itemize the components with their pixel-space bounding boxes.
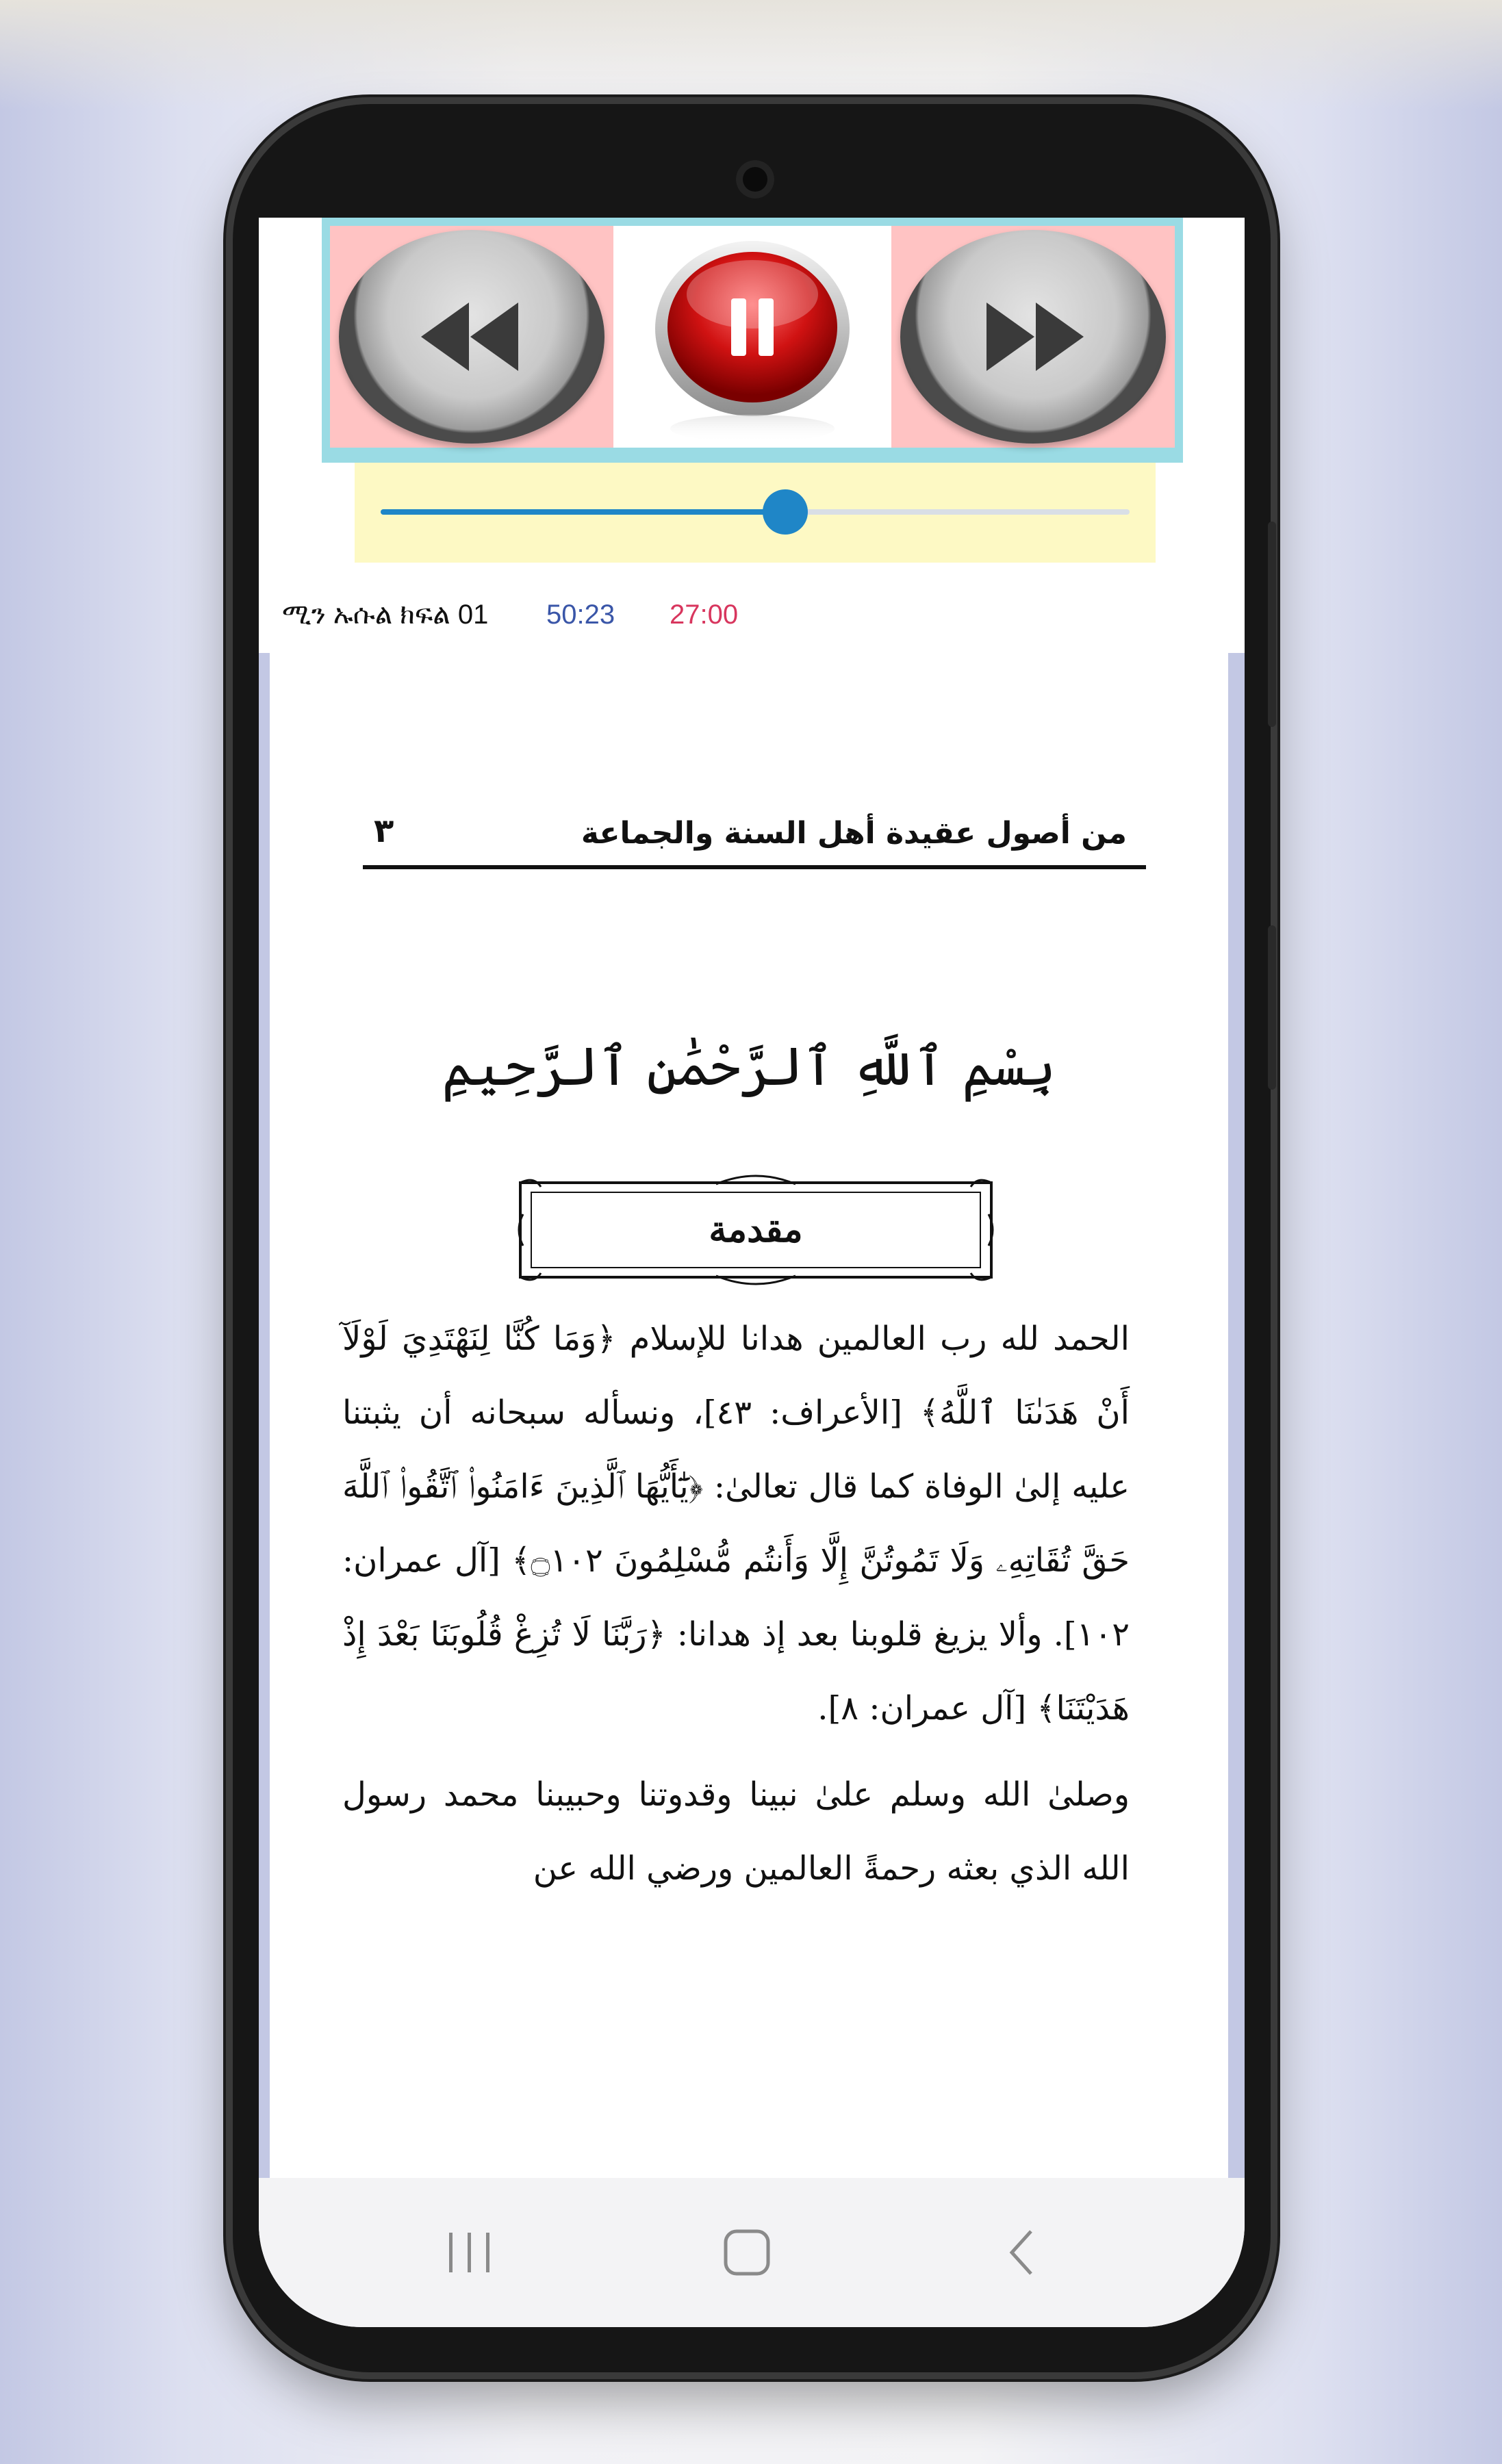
volume-button [1268,522,1276,727]
pause-button[interactable] [613,226,891,448]
section-title-frame [511,1173,1001,1287]
header-rule [363,865,1146,869]
home-icon[interactable] [719,2229,774,2276]
fast-forward-button[interactable] [900,230,1166,444]
forward-cell [891,226,1175,448]
front-camera [736,160,774,198]
book-page [270,653,1228,2178]
page-viewer[interactable] [259,653,1245,2178]
pause-cell [613,226,891,448]
system-nav-bar [259,2178,1245,2327]
back-icon[interactable] [998,2229,1053,2276]
body-paragraph-1: الحمد لله رب العالمين هدانا للإسلام ﴿وَمَا كُنَّا لِنَهْتَدِيَ لَوْلَآ أَنْ هَدَىٰنَا ٱللَّهُ﴾ [الأعراف: ٤٣]، ونسأله سبحانه أن يثبتنا عليه إلىٰ الوفاة كما قال تعالىٰ: ﴿يَٰٓأَيُّهَا ٱلَّذِينَ ءَامَنُوا۟ ٱتَّقُوا۟ ٱللَّهَ حَقَّ تُقَاتِهِۦ وَلَا تَمُوتُنَّ إِلَّا وَأَنتُم مُّسْلِمُونَ ۝١٠٢﴾ [آل عمران: ١٠٢]. وألا يزيغ قلوبنا بعد إذ هدانا: ﴿رَبَّنَا لَا تُزِغْ قُلُوبَنَا بَعْدَ إِذْ هَدَيْتَنَا﴾ [آل عمران: ٨]. [342,1320,1130,1728]
track-title: ሚን ኡሱል ክፍል 01 [282,600,489,630]
body-paragraph-2: وصلىٰ الله وسلم علىٰ نبينا وقدوتنا وحبيبنا محمد رسول الله الذي بعثه رحمةً العالمين ورضي الله عن [342,1775,1130,1888]
rewind-icon [339,230,604,444]
recent-apps-icon[interactable] [442,2229,497,2276]
seek-progress [381,509,785,515]
duration-label: 50:23 [546,600,615,630]
elapsed-label: 27:00 [670,600,739,630]
basmala: بِسْمِ ٱللَّهِ ٱلرَّحْمَٰنِ ٱلرَّحِيمِ [442,1036,1056,1098]
page-number: ٣ [374,812,394,850]
media-controls [322,218,1183,463]
power-button [1268,925,1276,1090]
rewind-button[interactable] [339,230,604,444]
app-screen [259,218,1245,2327]
section-title: مقدمة [709,1209,803,1250]
seek-thumb[interactable] [763,489,808,535]
seek-panel [355,463,1156,563]
page-header-title: من أصول عقيدة أهل السنة والجماعة [581,816,1127,851]
fast-forward-icon [900,230,1166,444]
background-glow [0,0,1502,110]
seek-bar[interactable] [381,509,1130,515]
rewind-cell [330,226,613,448]
